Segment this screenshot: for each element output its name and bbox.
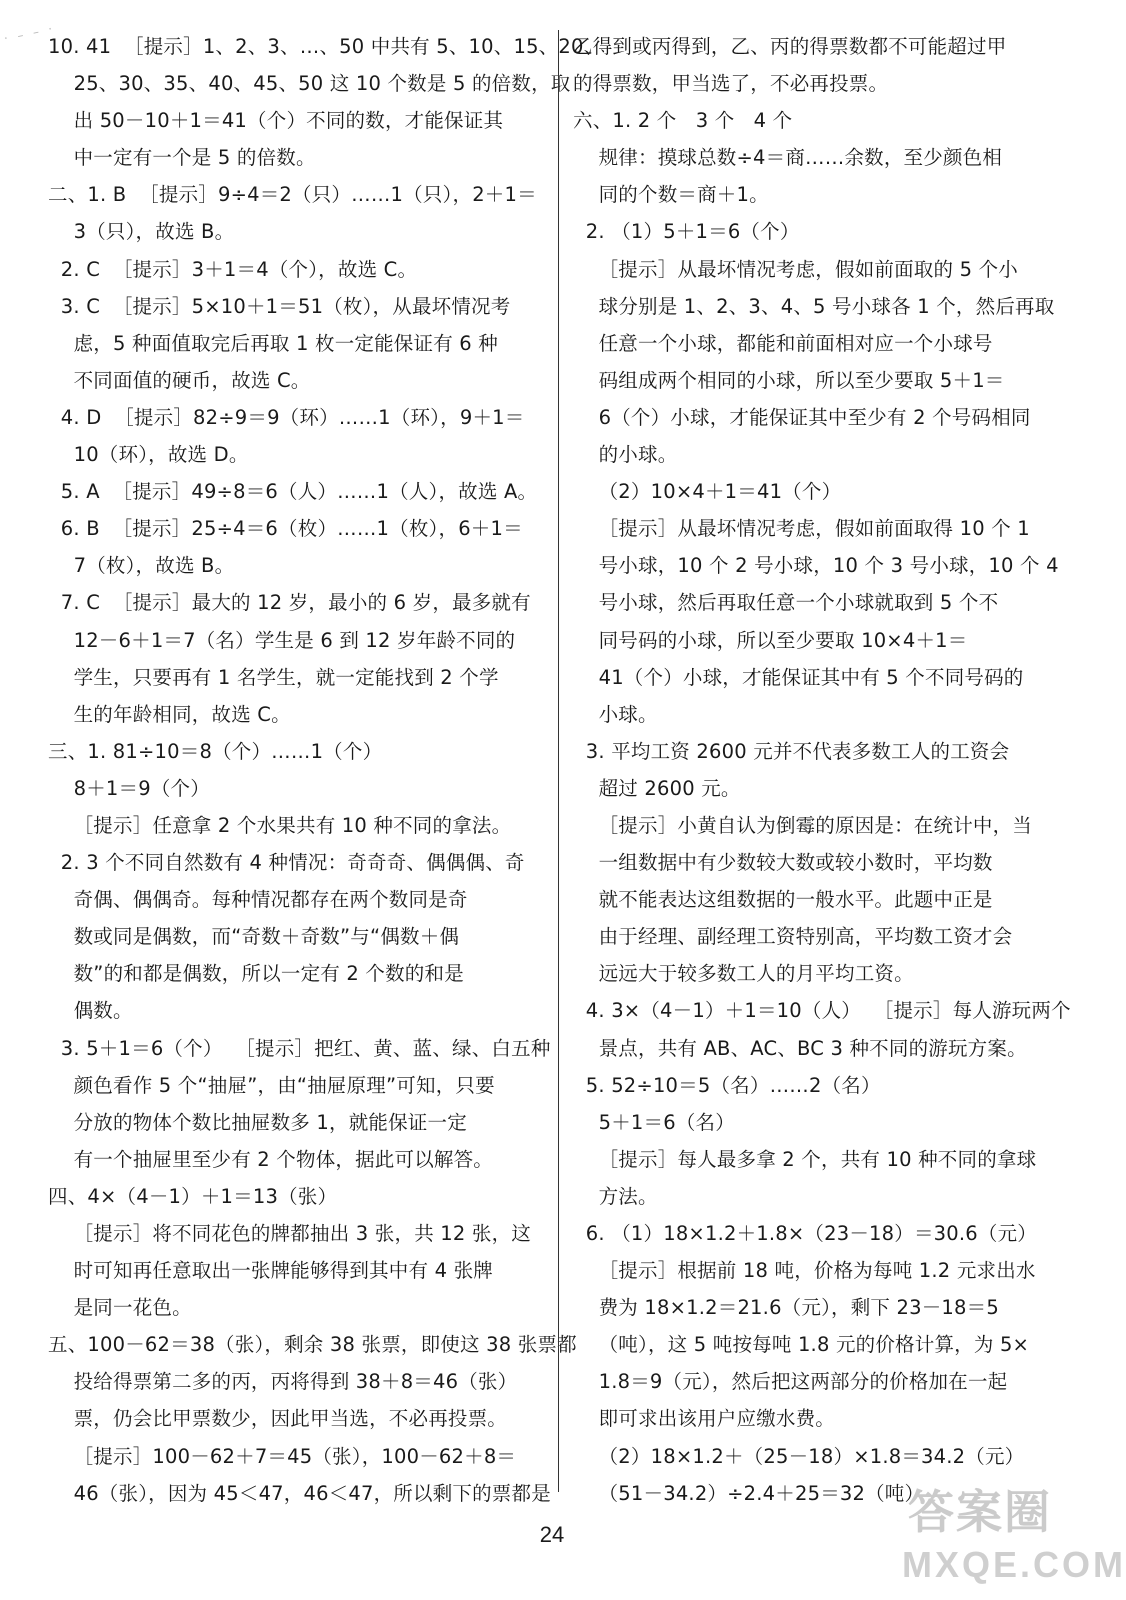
text-line: 四、4×（4－1）＋1＝13（张） [48, 1184, 338, 1208]
text-line: 小球。 [573, 702, 658, 726]
text-line: 颜色看作 5 个“抽屉”，由“抽屉原理”可知，只要 [48, 1073, 495, 1097]
text-line: 码组成两个相同的小球，所以至少要取 5＋1＝ [573, 368, 1005, 392]
text-line: 规律：摸球总数÷4＝商……余数，至少颜色相 [573, 146, 1003, 170]
text-line: 就不能表达这组数据的一般水平。此题中正是 [573, 888, 993, 912]
text-line: ［提示］根据前 18 吨，价格为每吨 1.2 元求出水 [573, 1259, 1036, 1283]
watermark-logo [902, 1476, 1126, 1594]
text-line: 3. 平均工资 2600 元并不代表多数工人的工资会 [573, 739, 1010, 763]
text-line: 2. （1）5＋1＝6（个） [573, 220, 800, 244]
text-line: （2）18×1.2＋（25－18）×1.8＝34.2（元） [573, 1444, 1025, 1468]
text-line: 不同面值的硬币，故选 C。 [48, 368, 311, 392]
text-line: 5. A ［提示］49÷8＝6（人）……1（人），故选 A。 [48, 480, 538, 504]
text-line: ［提示］从最坏情况考虑，假如前面取得 10 个 1 [573, 517, 1030, 541]
text-line: （吨），这 5 吨按每吨 1.8 元的价格计算，为 5× [573, 1333, 1030, 1357]
text-line: 即可求出该用户应缴水费。 [573, 1407, 835, 1431]
text-line: 2. C ［提示］3＋1＝4（个），故选 C。 [48, 257, 418, 281]
text-line: ［提示］从最坏情况考虑，假如前面取的 5 个小 [573, 257, 1018, 281]
text-line: 4. 3×（4－1）＋1＝10（人） ［提示］每人游玩两个 [573, 999, 1071, 1023]
text-line: 六、1. 2 个 3 个 4 个 [573, 109, 793, 133]
text-line: 3. 5＋1＝6（个） ［提示］把红、黄、蓝、绿、白五种 [48, 1036, 551, 1060]
text-line: 票，仍会比甲票数少，因此甲当选，不必再投票。 [48, 1407, 507, 1431]
text-line: 7（枚），故选 B。 [48, 554, 235, 578]
text-line: 7. C ［提示］最大的 12 岁，最小的 6 岁，最多就有 [48, 591, 531, 615]
text-line: 中一定有一个是 5 的倍数。 [48, 146, 316, 170]
text-line: 12－6＋1＝7（名）学生是 6 到 12 岁年龄不同的 [48, 628, 516, 652]
text-line: 25、30、35、40、45、50 这 10 个数是 5 的倍数，取 [48, 72, 571, 96]
text-line: 数或同是偶数，而“奇数＋奇数”与“偶数＋偶 [48, 925, 460, 949]
text-line: ［提示］100－62＋7＝45（张），100－62＋8＝ [48, 1444, 517, 1468]
text-line: 远远大于较多数工人的月平均工资。 [573, 962, 914, 986]
text-line: 生的年龄相同，故选 C。 [48, 702, 291, 726]
text-line: 分放的物体个数比抽屉数多 1，就能保证一定 [48, 1110, 467, 1134]
text-line: 5. 52÷10＝5（名）……2（名） [573, 1073, 881, 1097]
text-line: 投给得票第二多的丙，丙将得到 38＋8＝46（张） [48, 1370, 518, 1394]
text-line: 10. 41 ［提示］1、2、3、…、50 中共有 5、10、15、20、 [48, 35, 604, 58]
page-number: 24 [539, 1522, 565, 1547]
text-line: 乙得到或丙得到，乙、丙的得票数都不可能超过甲 [573, 35, 1007, 58]
text-line: 8＋1＝9（个） [48, 776, 210, 800]
text-line: ［提示］任意拿 2 个水果共有 10 种不同的拿法。 [48, 813, 512, 837]
text-line: 的得票数，甲当选了，不必再投票。 [573, 72, 889, 96]
text-line: 的小球。 [573, 443, 678, 467]
text-line: 出 50－10＋1＝41（个）不同的数，才能保证其 [48, 109, 504, 133]
text-line: 3. C ［提示］5×10＋1＝51（枚），从最坏情况考 [48, 294, 511, 318]
text-line: 10（环），故选 D。 [48, 443, 249, 467]
text-line: 数”的和都是偶数，所以一定有 2 个数的和是 [48, 962, 464, 986]
text-line: 偶数。 [48, 999, 133, 1023]
text-line: 由于经理、副经理工资特别高，平均数工资才会 [573, 925, 1013, 949]
text-line: 二、1. B ［提示］9÷4＝2（只）……1（只），2＋1＝ [48, 183, 537, 207]
text-line: 6（个）小球，才能保证其中至少有 2 个号码相同 [573, 405, 1031, 429]
text-line: 任意一个小球，都能和前面相对应一个小球号 [573, 331, 993, 355]
text-line: （2）10×4＋1＝41（个） [573, 480, 842, 504]
text-line: 方法。 [573, 1184, 658, 1208]
text-line: 41（个）小球，才能保证其中有 5 个不同号码的 [573, 665, 1024, 689]
column-divider [558, 30, 559, 1492]
text-line: 超过 2600 元。 [573, 776, 741, 800]
text-line: 6. B ［提示］25÷4＝6（枚）……1（枚），6＋1＝ [48, 517, 523, 541]
text-line: 号小球，10 个 2 号小球，10 个 3 号小球，10 个 4 [573, 554, 1059, 578]
text-line: 是同一花色。 [48, 1296, 192, 1320]
text-line: 奇偶、偶偶奇。每种情况都存在两个数同是奇 [48, 888, 468, 912]
text-line: 景点，共有 AB、AC、BC 3 种不同的游玩方案。 [573, 1036, 1027, 1060]
text-line: 学生，只要再有 1 名学生，就一定能找到 2 个学 [48, 665, 499, 689]
text-line: ［提示］小黄自认为倒霉的原因是：在统计中，当 [573, 813, 1032, 837]
text-line: 3（只），故选 B。 [48, 220, 235, 244]
left-column [48, 28, 604, 1512]
text-line: 球分别是 1、2、3、4、5 号小球各 1 个，然后再取 [573, 294, 1055, 318]
text-line: 4. D ［提示］82÷9＝9（环）……1（环），9＋1＝ [48, 405, 525, 429]
text-line: 费为 18×1.2＝21.6（元），剩下 23－18＝5 [573, 1296, 999, 1320]
text-line: 一组数据中有少数较大数或较小数时，平均数 [573, 851, 993, 875]
text-line: 同号码的小球，所以至少要取 10×4＋1＝ [573, 628, 968, 652]
text-line: 时可知再任意取出一张牌能够得到其中有 4 张牌 [48, 1259, 493, 1283]
text-line: 1.8＝9（元），然后把这两部分的价格加在一起 [573, 1370, 1008, 1394]
text-line: 2. 3 个不同自然数有 4 种情况：奇奇奇、偶偶偶、奇 [48, 851, 525, 875]
text-line: 号小球，然后再取任意一个小球就取到 5 个不 [573, 591, 999, 615]
text-line: 三、1. 81÷10＝8（个）……1（个） [48, 739, 383, 763]
text-line: 虑，5 种面值取完后再取 1 枚一定能保证有 6 种 [48, 331, 499, 355]
watermark-bottom-text: MXQE.COM [902, 1544, 1126, 1585]
text-line: ［提示］将不同花色的牌都抽出 3 张，共 12 张，这 [48, 1222, 532, 1245]
right-column [573, 28, 1071, 1512]
text-line: 五、100－62＝38（张），剩余 38 张票，即使这 38 张票都 [48, 1333, 577, 1357]
text-line: ［提示］每人最多拿 2 个，共有 10 种不同的拿球 [573, 1147, 1037, 1171]
text-line: 46（张），因为 45＜47，46＜47，所以剩下的票都是 [48, 1481, 551, 1505]
text-line: 6. （1）18×1.2＋1.8×（23－18）＝30.6（元） [573, 1222, 1037, 1245]
scan-edge-marks: · – – · [2, 21, 57, 46]
text-line: 5＋1＝6（名） [573, 1110, 735, 1134]
text-line: （51－34.2）÷2.4＋25＝32（吨） [573, 1481, 925, 1505]
text-line: 有一个抽屉里至少有 2 个物体，据此可以解答。 [48, 1147, 493, 1171]
watermark-top-text: 答案圈 [908, 1485, 1052, 1539]
text-line: 同的个数＝商＋1。 [573, 183, 769, 207]
